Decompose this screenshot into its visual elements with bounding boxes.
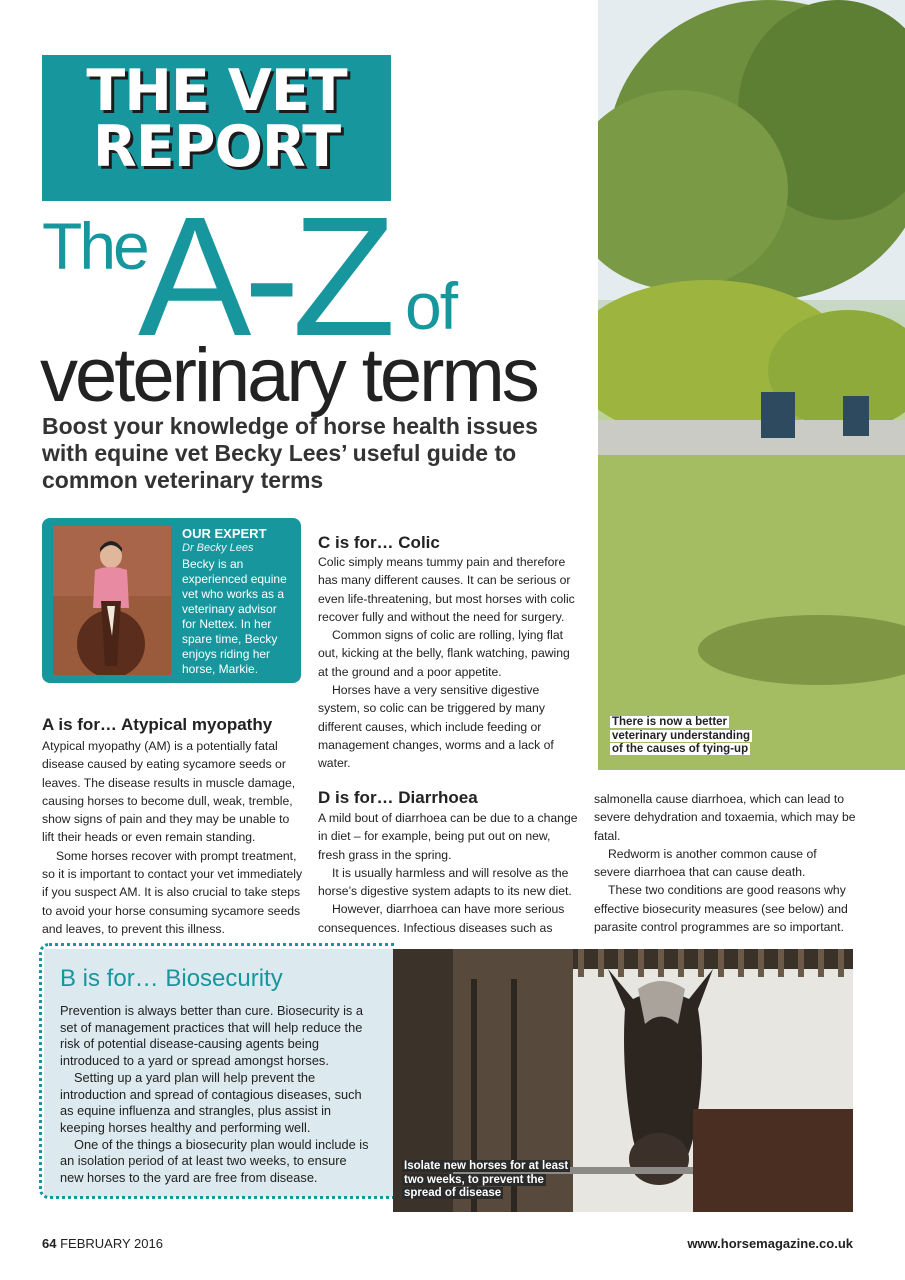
stable-photo-caption: Isolate new horses for at least two weeks, to prevent the spread of disease (404, 1160, 569, 1199)
title-the: The (42, 209, 147, 283)
title-of: of (405, 269, 457, 343)
standfirst: Boost your knowledge of horse health issues with equine vet Becky Lees’ useful guide to common veterinary terms (42, 413, 538, 493)
expert-bio: Becky is an experienced equine vet who works as a veterinary advisor for Nettex. In her spare time, Becky enjoys riding her horse, Markie. (182, 557, 287, 676)
body-d-diarrhoea-continued: salmonella cause diarrhoea, which can lead to severe dehydration and toxaemia, which may be fatal. Redworm is another common cause of severe diarrhoea that can cause death. These two conditions are good reasons why effective biosecurity measures (see below) and parasite control programmes are so important. (594, 792, 856, 935)
footer-website: www.horsemagazine.co.uk (687, 1236, 853, 1251)
expert-name: Dr Becky Lees (182, 542, 254, 554)
expert-box (42, 518, 301, 683)
body-c-colic: Colic simply means tummy pain and therefore has many different causes. It can be serious or even life-threatening, but most horses with colic recover fully and without the need for surgery. Common signs of colic are rolling, lying flat out, kicking at the belly, flank watching, pawing at the ground and a poor appetite. Horses have a very sensitive digestive system, so colic can be triggered by many different causes, which include feeding or management changes, worms and a lack of water. (318, 555, 575, 771)
heading-d-diarrhoea: D is for… Diarrhoea (318, 788, 478, 807)
heading-a-atypical-myopathy: A is for… Atypical myopathy (42, 715, 273, 734)
page-number: 64 (42, 1236, 57, 1251)
body-d-diarrhoea: A mild bout of diarrhoea can be due to a change in diet – for example, being put out on new, fresh grass in the spring. It is usually harmless and will resolve as the horse’s digestive system adapts to its new diet. However, diarrhoea can have more serious consequences. Infectious diseases such as (318, 811, 578, 935)
body-a-atypical-myopathy: Atypical myopathy (AM) is a potentially fatal disease caused by eating sycamore seeds or leaves. The disease results in muscle damage, causing horses to become dull, weak, tremble, show signs of pain and they may be unable to lift their heads or even remain standing. Some horses recover with prompt treatment, so it is important to contact your vet immediately if you suspect AM. It is also crucial to take steps to avoid your horse consuming sycamore seeds and leaves, to prevent this illness. (42, 739, 303, 936)
expert-photo (53, 526, 171, 675)
body-b-biosecurity: Prevention is always better than cure. Biosecurity is a set of management practices that will help reduce the risk of potential disease-causing agents being introduced to a yard or spread amongst horses. Setting up a yard plan will help prevent the introduction and spread of contagious diseases, such as equine influenza and strangles, plus assist in keeping horses healthy and performing well. One of the things a biosecurity plan would include is an isolation period of at least two weeks, to ensure new horses to the yard are free from disease. (60, 1003, 369, 1186)
expert-heading: OUR EXPERT (182, 526, 267, 541)
hero-photo-hedge-field (598, 0, 905, 770)
heading-c-colic: C is for… Colic (318, 533, 440, 552)
footer-page-info (42, 1236, 163, 1251)
issue-date: FEBRUARY 2016 (60, 1236, 163, 1251)
title-az: A-Z (138, 182, 388, 372)
masthead-box (42, 55, 391, 201)
expert-text (182, 526, 294, 677)
title-veterinary-terms: veterinary terms (40, 333, 537, 418)
hero-photo-illustration (598, 0, 905, 770)
masthead-title: THE VET REPORT (86, 58, 347, 180)
heading-b-biosecurity: B is for… Biosecurity (60, 965, 283, 992)
hero-photo-caption: There is now a better veterinary understanding of the causes of tying-up (612, 716, 751, 755)
